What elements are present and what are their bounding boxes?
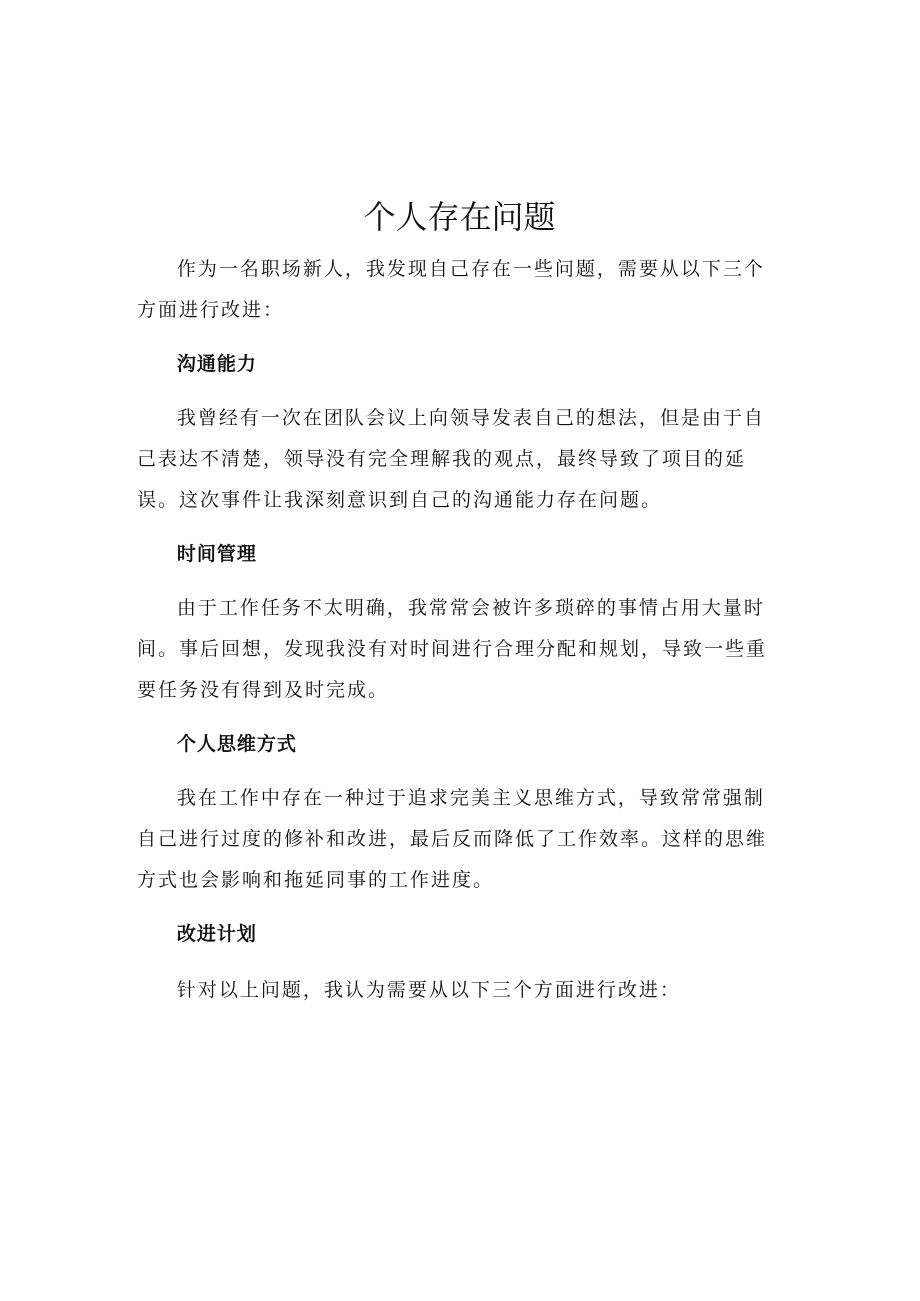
document-body [137, 196, 782, 1011]
intro-paragraph: 作为一名职场新人，我发现自己存在一些问题，需要从以下三个方面进行改进： [137, 258, 765, 321]
section-heading-time-management: 时间管理 [176, 543, 257, 565]
section-body-improvement-plan: 针对以上问题，我认为需要从以下三个方面进行改进： [176, 979, 681, 1001]
section-heading-improvement-plan: 改进计划 [176, 923, 257, 945]
document-title: 个人存在问题 [363, 198, 556, 236]
section-body-time-management: 由于工作任务不太明确，我常常会被许多琐碎的事情占用大量时间。事后回想，发现我没有对时间进行合理分配和规划，导致一些重要任务没有得到及时完成。 [137, 597, 768, 701]
section-body-thinking-style: 我在工作中存在一种过于追求完美主义思维方式，导致常常强制自己进行过度的修补和改进，最后反而降低了工作效率。这样的思维方式也会影响和拖延同事的工作进度。 [137, 787, 768, 891]
section-body-communication: 我曾经有一次在团队会议上向领导发表自己的想法，但是由于自己表达不清楚，领导没有完全理解我的观点，最终导致了项目的延误。这次事件让我深刻意识到自己的沟通能力存在问题。 [137, 407, 765, 511]
section-heading-communication: 沟通能力 [176, 353, 257, 375]
section-heading-thinking-style: 个人思维方式 [176, 733, 297, 755]
